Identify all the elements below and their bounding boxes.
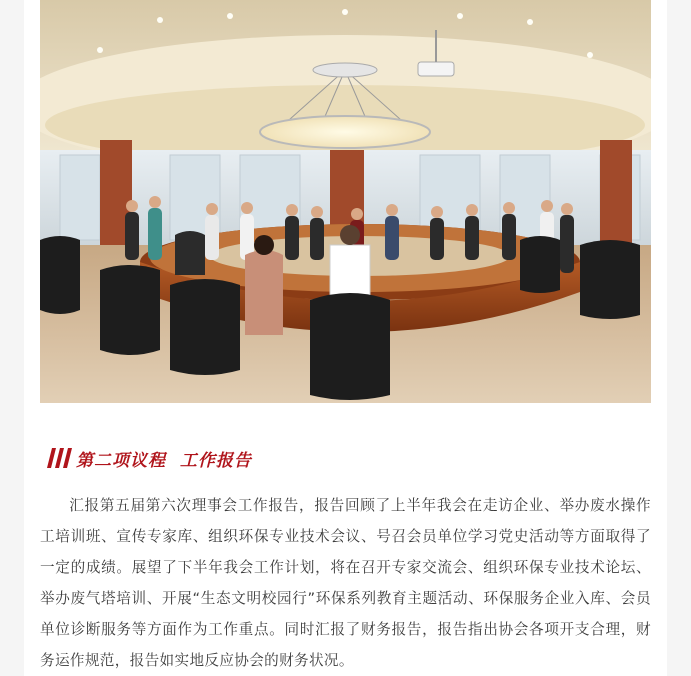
section-title: 第二项议程 工作报告 [76,450,252,471]
meeting-photo-illustration [40,0,651,403]
report-paragraph: 汇报第五届第六次理事会工作报告，报告回顾了上半年我会在走访企业、举办废水操作工培训班、宣传专家库、组织环保专业技术会议、号召会员单位学习党史活动等方面取得了一定的成绩。展望了下半年我会工作计划，将在召开专家交流会、组织环保专业技术论坛、举办废气塔培训、开展“生态文明校园行”环保系列教育主题活动、环保服务企业入库、会员单位诊断服务等方面作为工作重点。同时汇报了财务报告，报告指出协会各项开支合理，财务运作规范，报告如实地反应协会的财务状况。 [40,497,651,669]
triple-slash-icon [46,447,72,469]
section-heading [46,444,252,472]
article-page [24,0,667,676]
meeting-room-photo [40,0,651,403]
